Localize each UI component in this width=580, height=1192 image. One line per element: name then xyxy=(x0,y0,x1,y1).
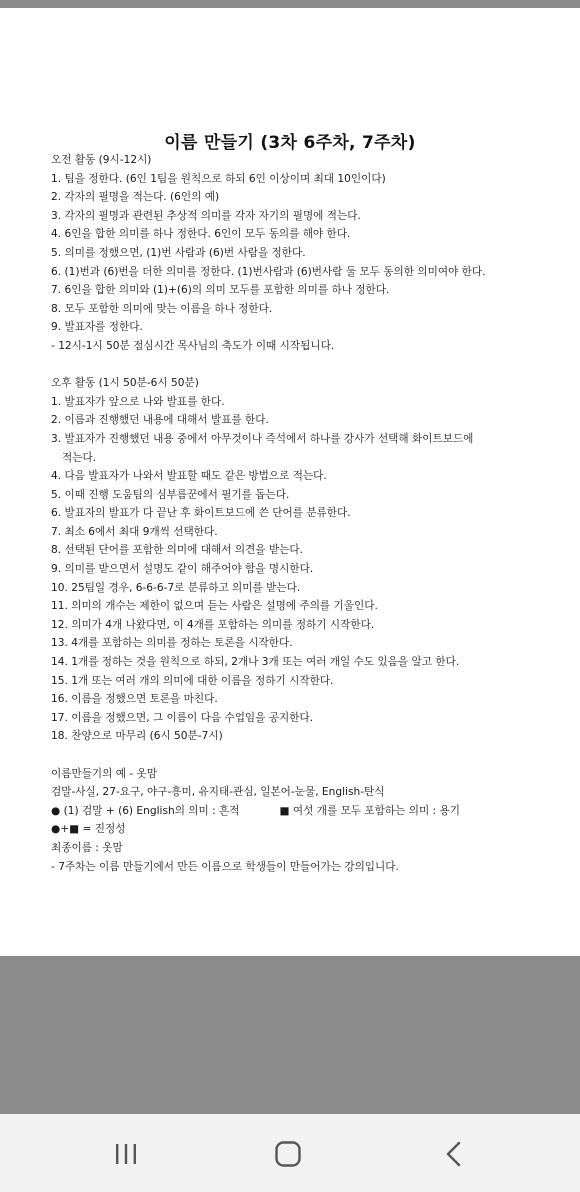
afternoon-item: 7. 최소 6에서 최대 9개씩 선택한다. xyxy=(51,525,218,538)
example-words: 검말-사실, 27-요구, 야구-흥미, 유지태-관심, 일본어-눈물, English-탄식 xyxy=(51,786,385,799)
afternoon-item: 18. 찬양으로 마무리 (6시 50분-7시) xyxy=(51,730,223,743)
morning-note: - 12시-1시 50분 점심시간 목사님의 축도가 이때 시작됩니다. xyxy=(51,339,335,352)
morning-item: 2. 각자의 필명을 적는다. (6인의 예) xyxy=(51,191,220,204)
afternoon-item: 1. 발표자가 앞으로 나와 발표를 한다. xyxy=(51,395,225,408)
morning-item: 4. 6인을 합한 의미를 하나 정한다. 6인이 모두 동의를 해야 한다. xyxy=(51,228,351,241)
afternoon-item: 10. 25팀일 경우, 6-6-6-7로 분류하고 의미를 받는다. xyxy=(51,581,301,594)
example-meaning-row xyxy=(51,802,551,821)
afternoon-item: 14. 1개를 정하는 것을 원칙으로 하되, 2개나 3개 또는 여러 개일 수도 있음을 알고 한다. xyxy=(51,656,460,669)
final-name: 최종이름 : 옷맘 xyxy=(51,841,123,854)
top-edge-strip xyxy=(0,0,580,8)
afternoon-heading: 오후 활동 (1시 50분-6시 50분) xyxy=(51,377,199,390)
empty-viewer-area xyxy=(0,956,580,1114)
morning-heading: 오전 활동 (9시-12시) xyxy=(51,154,152,166)
afternoon-item-continued: 적는다. xyxy=(62,451,97,464)
document-body xyxy=(51,151,551,876)
afternoon-item: 8. 선택된 단어를 포함한 의미에 대해서 의견을 받는다. xyxy=(51,544,303,557)
morning-item: 7. 6인을 합한 의미와 (1)+(6)의 의미 모두를 포함한 의미를 하나 정한다. xyxy=(51,284,390,297)
afternoon-item: 13. 4개를 포함하는 의미를 정하는 토론을 시작한다. xyxy=(51,637,293,650)
circle-meaning: ● (1) 검말 + (6) English의 의미 : 흔적 xyxy=(51,804,240,817)
afternoon-item: 4. 다음 발표자가 나와서 발표할 때도 같은 방법으로 적는다. xyxy=(51,470,327,483)
morning-item: 1. 팀을 정한다. (6인 1팀을 원칙으로 하되 6인 이상이며 최대 10인이다) xyxy=(51,172,386,185)
afternoon-item: 16. 이름을 정했으면 토론을 마친다. xyxy=(51,693,218,706)
document-page[interactable] xyxy=(0,8,580,956)
afternoon-item: 11. 의미의 개수는 제한이 없으며 듣는 사람은 설명에 주의를 기울인다. xyxy=(51,600,378,613)
afternoon-item: 15. 1개 또는 여러 개의 의미에 대한 이름을 정하기 시작한다. xyxy=(51,674,334,687)
section-spacer xyxy=(51,356,551,375)
afternoon-item: 2. 이름과 진행했던 내용에 대해서 발표를 한다. xyxy=(51,414,269,427)
example-heading: 이름만들기의 예 - 옷맘 xyxy=(51,767,158,780)
afternoon-item: 6. 발표자의 발표가 다 끝난 후 화이트보드에 쓴 단어를 분류한다. xyxy=(51,507,351,520)
morning-item: 5. 의미를 정했으면, (1)번 사람과 (6)번 사람을 정한다. xyxy=(51,246,306,259)
document-title: 이름 만들기 (3차 6주차, 7주차) xyxy=(164,133,416,153)
home-button[interactable] xyxy=(258,1132,318,1176)
combo-meaning: ●+■ = 진정성 xyxy=(51,823,126,836)
afternoon-item: 9. 의미를 받으면서 설명도 같이 해주어야 함을 명시한다. xyxy=(51,563,314,576)
home-icon xyxy=(273,1139,303,1169)
system-navigation-bar xyxy=(0,1114,580,1192)
morning-item: 8. 모두 포함한 의미에 맞는 이름을 하나 정한다. xyxy=(51,302,273,315)
square-meaning: ■ 여섯 개를 모두 포함하는 의미 : 용기 xyxy=(279,804,460,817)
morning-item: 6. (1)번과 (6)번을 더한 의미를 정한다. (1)번사람과 (6)번사람 둘 모두 동의한 의미여야 한다. xyxy=(51,265,486,278)
section-spacer xyxy=(51,746,551,765)
afternoon-item: 3. 발표자가 진행했던 내용 중에서 아무것이나 즉석에서 하나를 강사가 선택해 화이트보드에 xyxy=(51,432,474,445)
afternoon-item: 5. 이때 진행 도움팀의 심부름꾼에서 필기를 돕는다. xyxy=(51,488,290,501)
back-button[interactable] xyxy=(424,1132,484,1176)
week7-note: - 7주차는 이름 만들기에서 만든 이름으로 학생들이 만들어가는 강의입니다. xyxy=(51,860,399,873)
morning-item: 3. 각자의 필명과 관련된 추상적 의미를 각자 자기의 필명에 적는다. xyxy=(51,209,361,222)
afternoon-item: 12. 의미가 4개 나왔다면, 이 4개를 포함하는 의미를 정하기 시작한다. xyxy=(51,618,375,631)
recent-apps-button[interactable] xyxy=(96,1132,156,1176)
morning-item: 9. 발표자를 정한다. xyxy=(51,321,143,334)
afternoon-item: 17. 이름을 정했으면, 그 이름이 다음 수업임을 공지한다. xyxy=(51,711,314,724)
recent-apps-icon xyxy=(112,1140,140,1168)
back-icon xyxy=(440,1140,468,1168)
